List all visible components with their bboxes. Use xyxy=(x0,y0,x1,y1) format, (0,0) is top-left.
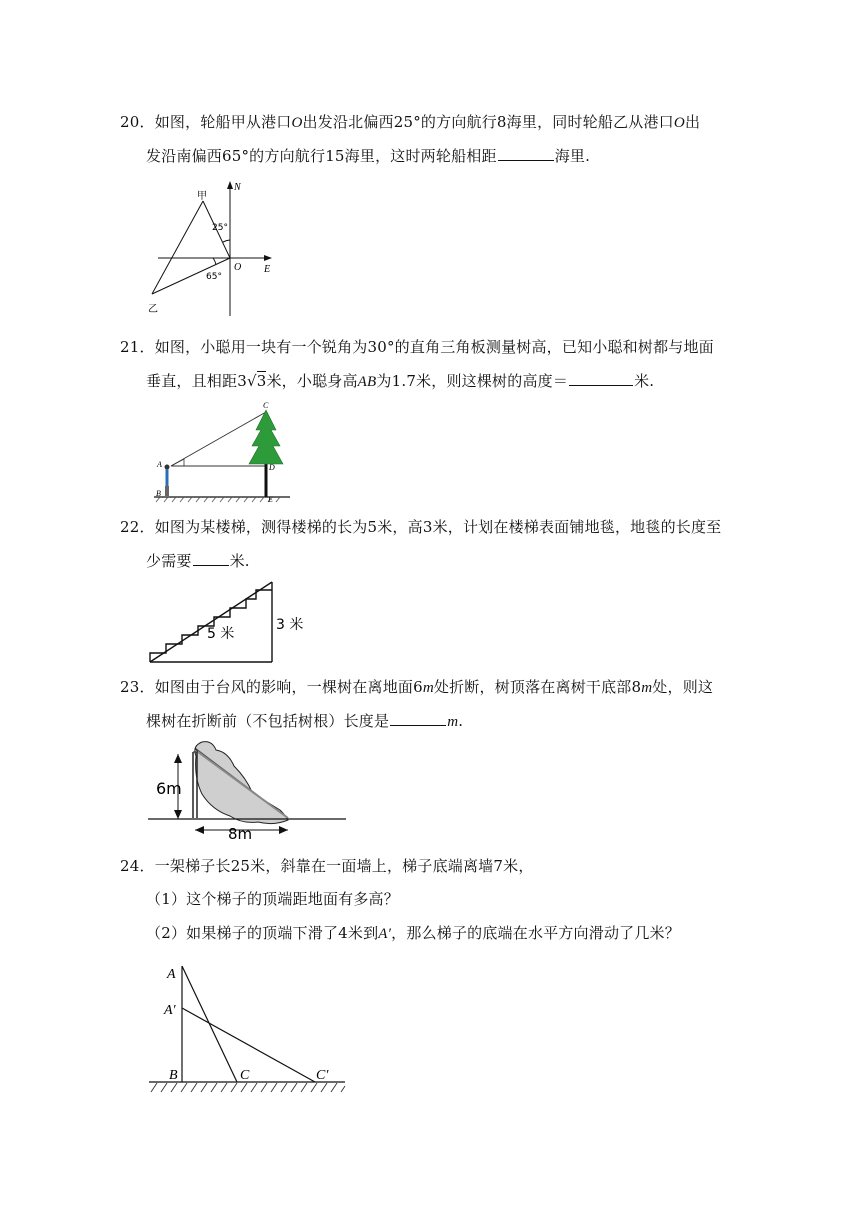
label-b: B xyxy=(156,489,161,498)
answer-blank[interactable] xyxy=(498,146,554,161)
problem-23-number: 23． xyxy=(120,678,155,696)
answer-blank[interactable] xyxy=(193,551,229,566)
label-c: C xyxy=(240,1068,250,1083)
problem-22-number: 22． xyxy=(120,518,155,536)
label-a: A xyxy=(157,460,162,469)
problem-20-line-1: 20．如图，轮船甲从港口O出发沿北偏西25°的方向航行8海里，同时轮船乙从港口O出 xyxy=(120,113,701,131)
problem-24-figure xyxy=(145,958,355,1098)
label-yi: 乙 xyxy=(148,304,158,315)
label-e: E xyxy=(268,495,273,504)
label-e: E xyxy=(264,264,271,275)
answer-blank[interactable] xyxy=(390,711,446,726)
angle-65-label: 65° xyxy=(206,272,222,282)
label-b: B xyxy=(169,1068,178,1083)
problem-22-line-2: 少需要 米. xyxy=(146,552,250,570)
label-o: O xyxy=(234,262,242,273)
problem-23-line-1: 23．如图由于台风的影响，一棵树在离地面6m处折断，树顶落在离树干底部8m处，则这 xyxy=(120,678,714,696)
angle-25-label: 25° xyxy=(212,223,228,233)
problem-24-number: 24． xyxy=(120,857,155,875)
label-c: C xyxy=(263,401,269,410)
label-jia: 甲 xyxy=(197,191,207,202)
label-8m: 8m xyxy=(228,825,253,843)
problem-23-line-2: 棵树在折断前（不包括树根）长度是 m. xyxy=(146,712,464,730)
problem-20-figure xyxy=(140,178,290,320)
radical-expression: 3√3 xyxy=(237,372,267,390)
problem-21-line-1: 21．如图，小聪用一块有一个锐角为30°的直角三角板测量树高，已知小聪和树都与地面 xyxy=(120,338,714,356)
problem-22-line-1: 22．如图为某楼梯，测得楼梯的长为5米，高3米，计划在楼梯表面铺地毯，地毯的长度至 xyxy=(120,518,722,536)
problem-21-line-2: 垂直，且相距3√3米，小聪身高AB为1.7米，则这棵树的高度＝ 米. xyxy=(146,372,655,390)
stair-length-label: 5 米 xyxy=(207,626,235,642)
problem-20-number: 20． xyxy=(120,113,155,131)
problem-23-figure xyxy=(148,738,348,843)
label-a: A xyxy=(167,967,176,982)
label-6m: 6m xyxy=(156,779,182,798)
problem-24-line-1: 24．一架梯子长25米，斜靠在一面墙上，梯子底端离墙7米， xyxy=(120,857,534,875)
problem-20-line-2: 发沿南偏西65°的方向航行15海里，这时两轮船相距 海里. xyxy=(146,147,591,165)
label-a-prime: A′ xyxy=(164,1003,176,1018)
problem-21-figure xyxy=(140,398,300,504)
answer-blank[interactable] xyxy=(569,371,633,386)
stair-height-label: 3 米 xyxy=(276,617,304,633)
problem-21-number: 21． xyxy=(120,338,155,356)
sqrt-sign: √ xyxy=(246,372,257,390)
problem-24-question-2: （2）如果梯子的顶端下滑了4米到A′，那么梯子的底端在水平方向滑动了几米？ xyxy=(146,924,680,942)
label-c-prime: C′ xyxy=(316,1068,329,1083)
problem-22-figure xyxy=(145,578,310,666)
label-n: N xyxy=(234,182,241,193)
label-d: D xyxy=(269,463,275,472)
problem-24-question-1: （1）这个梯子的顶端距地面有多高？ xyxy=(146,890,399,908)
